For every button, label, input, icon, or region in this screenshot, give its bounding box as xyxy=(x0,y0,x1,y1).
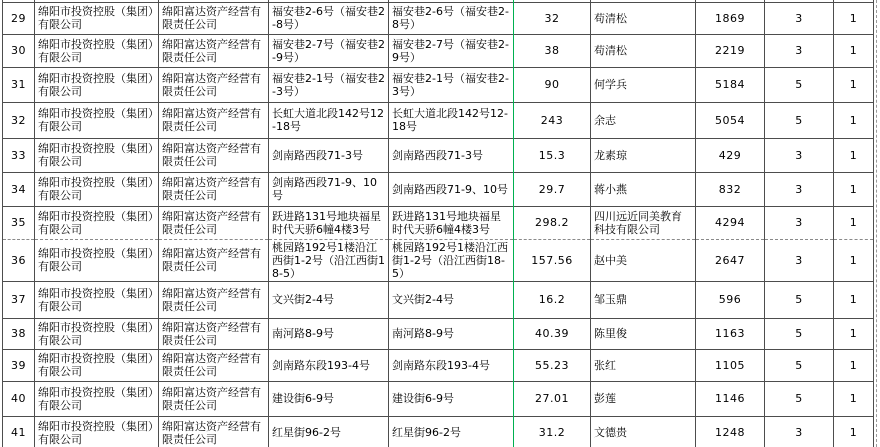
cell-address[interactable]: 福安巷2-6号（福安巷2-8号） xyxy=(269,2,389,34)
cell-address-2[interactable]: 跃进路131号地块福星时代天骄6幢4楼3号 xyxy=(389,206,514,239)
cell-owner-company[interactable]: 绵阳市投资控股（集团）有限公司 xyxy=(35,281,159,318)
cell-value-10[interactable]: 1 xyxy=(834,172,874,206)
cell-area[interactable]: 40.39 xyxy=(514,318,591,349)
cell-owner-company[interactable]: 绵阳市投资控股（集团）有限公司 xyxy=(35,2,159,34)
table-row xyxy=(3,239,874,281)
cell-address[interactable]: 跃进路131号地块福星时代天骄6幢4楼3号 xyxy=(269,206,389,239)
cell-address[interactable]: 桃园路192号1楼沿江西街1-2号（沿江西街18-5） xyxy=(269,239,389,281)
cell-area[interactable]: 16.2 xyxy=(514,281,591,318)
table-row xyxy=(3,318,874,349)
table-row xyxy=(3,349,874,381)
cell-address-2[interactable]: 剑南路西段71-9、10号 xyxy=(389,172,514,206)
cell-value-9[interactable]: 5 xyxy=(765,67,834,102)
table-row xyxy=(3,34,874,67)
cell-area[interactable]: 90 xyxy=(514,67,591,102)
cell-owner-company[interactable]: 绵阳市投资控股（集团）有限公司 xyxy=(35,138,159,172)
cell-manager-company[interactable]: 绵阳富达资产经营有限责任公司 xyxy=(159,67,269,102)
cell-value-9[interactable]: 5 xyxy=(765,281,834,318)
cell-amount[interactable]: 1869 xyxy=(696,2,765,34)
cell-amount[interactable]: 1105 xyxy=(696,349,765,381)
cell-tenant-name[interactable]: 文德贵 xyxy=(591,416,696,447)
cell-row-number[interactable]: 39 xyxy=(3,349,35,381)
cell-row-number[interactable]: 31 xyxy=(3,67,35,102)
cell-owner-company[interactable]: 绵阳市投资控股（集团）有限公司 xyxy=(35,172,159,206)
cell-value-9[interactable]: 3 xyxy=(765,138,834,172)
cell-area[interactable]: 29.7 xyxy=(514,172,591,206)
cell-manager-company[interactable]: 绵阳富达资产经营有限责任公司 xyxy=(159,318,269,349)
cell-manager-company[interactable]: 绵阳富达资产经营有限责任公司 xyxy=(159,138,269,172)
cell-tenant-name[interactable]: 赵中美 xyxy=(591,239,696,281)
cell-tenant-name[interactable]: 彭莲 xyxy=(591,381,696,416)
table-row xyxy=(3,281,874,318)
cell-row-number[interactable]: 33 xyxy=(3,138,35,172)
cell-area[interactable]: 243 xyxy=(514,102,591,138)
cell-owner-company[interactable]: 绵阳市投资控股（集团）有限公司 xyxy=(35,67,159,102)
cell-value-9[interactable]: 3 xyxy=(765,206,834,239)
cell-address-2[interactable]: 文兴街2-4号 xyxy=(389,281,514,318)
cell-row-number[interactable]: 40 xyxy=(3,381,35,416)
cell-amount[interactable]: 2219 xyxy=(696,34,765,67)
cell-owner-company[interactable]: 绵阳市投资控股（集团）有限公司 xyxy=(35,206,159,239)
cell-owner-company[interactable]: 绵阳市投资控股（集团）有限公司 xyxy=(35,349,159,381)
cell-area[interactable]: 27.01 xyxy=(514,381,591,416)
cell-owner-company[interactable]: 绵阳市投资控股（集团）有限公司 xyxy=(35,239,159,281)
cell-address[interactable]: 建设街6-9号 xyxy=(269,381,389,416)
cell-row-number[interactable]: 29 xyxy=(3,2,35,34)
cell-address[interactable]: 福安巷2-7号（福安巷2-9号） xyxy=(269,34,389,67)
cell-value-10[interactable]: 1 xyxy=(834,416,874,447)
cell-amount[interactable]: 2647 xyxy=(696,239,765,281)
cell-manager-company[interactable]: 绵阳富达资产经营有限责任公司 xyxy=(159,206,269,239)
cell-area[interactable]: 157.56 xyxy=(514,239,591,281)
cell-value-9[interactable]: 5 xyxy=(765,349,834,381)
cell-row-number[interactable]: 41 xyxy=(3,416,35,447)
cell-value-9[interactable]: 3 xyxy=(765,34,834,67)
cell-tenant-name[interactable]: 张红 xyxy=(591,349,696,381)
cell-value-10[interactable]: 1 xyxy=(834,67,874,102)
cell-address-2[interactable]: 红星街96-2号 xyxy=(389,416,514,447)
cell-address[interactable]: 剑南路西段71-9、10号 xyxy=(269,172,389,206)
table-body xyxy=(3,0,874,447)
cell-tenant-name[interactable]: 苟清松 xyxy=(591,2,696,34)
cell-address[interactable]: 剑南路西段71-3号 xyxy=(269,138,389,172)
cell-manager-company[interactable]: 绵阳富达资产经营有限责任公司 xyxy=(159,34,269,67)
cell-row-number[interactable]: 37 xyxy=(3,281,35,318)
cell-address-2[interactable]: 桃园路192号1楼沿江西街1-2号（沿江西街18-5） xyxy=(389,239,514,281)
cell-manager-company[interactable]: 绵阳富达资产经营有限责任公司 xyxy=(159,416,269,447)
cell-row-number[interactable]: 30 xyxy=(3,34,35,67)
table-row xyxy=(3,67,874,102)
table-row xyxy=(3,172,874,206)
cell-address-2[interactable]: 福安巷2-7号（福安巷2-9号） xyxy=(389,34,514,67)
table-row xyxy=(3,416,874,447)
cell-value-10[interactable]: 1 xyxy=(834,381,874,416)
cell-area[interactable]: 38 xyxy=(514,34,591,67)
cell-manager-company[interactable]: 绵阳富达资产经营有限责任公司 xyxy=(159,2,269,34)
cell-manager-company[interactable]: 绵阳富达资产经营有限责任公司 xyxy=(159,172,269,206)
cell-manager-company[interactable]: 绵阳富达资产经营有限责任公司 xyxy=(159,239,269,281)
cell-amount[interactable]: 4294 xyxy=(696,206,765,239)
cell-address[interactable]: 文兴街2-4号 xyxy=(269,281,389,318)
cell-row-number[interactable]: 32 xyxy=(3,102,35,138)
cell-amount[interactable]: 429 xyxy=(696,138,765,172)
cell-tenant-name[interactable]: 苟清松 xyxy=(591,34,696,67)
cell-amount[interactable]: 1248 xyxy=(696,416,765,447)
cell-owner-company[interactable]: 绵阳市投资控股（集团）有限公司 xyxy=(35,102,159,138)
cell-tenant-name[interactable]: 四川远近同美教育科技有限公司 xyxy=(591,206,696,239)
cell-value-9[interactable]: 3 xyxy=(765,2,834,34)
cell-manager-company[interactable]: 绵阳富达资产经营有限责任公司 xyxy=(159,381,269,416)
cell-owner-company[interactable]: 绵阳市投资控股（集团）有限公司 xyxy=(35,318,159,349)
cell-value-10[interactable]: 1 xyxy=(834,2,874,34)
cell-tenant-name[interactable]: 蒋小燕 xyxy=(591,172,696,206)
cell-amount[interactable]: 1163 xyxy=(696,318,765,349)
cell-tenant-name[interactable]: 何学兵 xyxy=(591,67,696,102)
cell-address-2[interactable]: 福安巷2-6号（福安巷2-8号） xyxy=(389,2,514,34)
cell-value-9[interactable]: 5 xyxy=(765,381,834,416)
cell-row-number[interactable]: 35 xyxy=(3,206,35,239)
table-row xyxy=(3,2,874,34)
cell-address-2[interactable]: 剑南路东段193-4号 xyxy=(389,349,514,381)
cell-value-10[interactable]: 1 xyxy=(834,349,874,381)
cell-manager-company[interactable]: 绵阳富达资产经营有限责任公司 xyxy=(159,349,269,381)
cell-address-2[interactable]: 福安巷2-1号（福安巷2-3号） xyxy=(389,67,514,102)
cell-value-9[interactable]: 5 xyxy=(765,318,834,349)
cell-value-10[interactable]: 1 xyxy=(834,318,874,349)
cell-amount[interactable]: 1146 xyxy=(696,381,765,416)
cell-area[interactable]: 31.2 xyxy=(514,416,591,447)
cell-owner-company[interactable]: 绵阳市投资控股（集团）有限公司 xyxy=(35,381,159,416)
cell-amount[interactable]: 596 xyxy=(696,281,765,318)
cell-address[interactable]: 长虹大道北段142号12-18号 xyxy=(269,102,389,138)
cell-value-10[interactable]: 1 xyxy=(834,138,874,172)
cell-tenant-name[interactable]: 龙素琼 xyxy=(591,138,696,172)
cell-address[interactable]: 南河路8-9号 xyxy=(269,318,389,349)
cell-value-9[interactable]: 3 xyxy=(765,416,834,447)
print-area-dashed-line xyxy=(876,0,877,447)
cell-tenant-name[interactable]: 余志 xyxy=(591,102,696,138)
cell-address[interactable]: 剑南路东段193-4号 xyxy=(269,349,389,381)
cell-value-9[interactable]: 3 xyxy=(765,172,834,206)
cell-area[interactable]: 15.3 xyxy=(514,138,591,172)
cell-area[interactable]: 32 xyxy=(514,2,591,34)
lease-table xyxy=(2,0,874,447)
cell-area[interactable]: 298.2 xyxy=(514,206,591,239)
cell-address-2[interactable]: 建设街6-9号 xyxy=(389,381,514,416)
cell-value-10[interactable]: 1 xyxy=(834,34,874,67)
cell-owner-company[interactable]: 绵阳市投资控股（集团）有限公司 xyxy=(35,416,159,447)
cell-value-10[interactable]: 1 xyxy=(834,206,874,239)
cell-address[interactable]: 红星街96-2号 xyxy=(269,416,389,447)
cell-owner-company[interactable]: 绵阳市投资控股（集团）有限公司 xyxy=(35,34,159,67)
cell-tenant-name[interactable]: 邹玉鼎 xyxy=(591,281,696,318)
cell-address-2[interactable]: 南河路8-9号 xyxy=(389,318,514,349)
table-row xyxy=(3,138,874,172)
cell-manager-company[interactable]: 绵阳富达资产经营有限责任公司 xyxy=(159,102,269,138)
cell-value-9[interactable]: 5 xyxy=(765,102,834,138)
cell-amount[interactable]: 832 xyxy=(696,172,765,206)
cell-address[interactable]: 福安巷2-1号（福安巷2-3号） xyxy=(269,67,389,102)
table-row xyxy=(3,381,874,416)
cell-area[interactable]: 55.23 xyxy=(514,349,591,381)
cell-value-9[interactable]: 3 xyxy=(765,239,834,281)
cell-value-10[interactable]: 1 xyxy=(834,281,874,318)
table-row xyxy=(3,206,874,239)
cell-amount[interactable]: 5184 xyxy=(696,67,765,102)
table-row xyxy=(3,102,874,138)
cell-manager-company[interactable]: 绵阳富达资产经营有限责任公司 xyxy=(159,281,269,318)
cell-row-number[interactable]: 38 xyxy=(3,318,35,349)
cell-address-2[interactable]: 长虹大道北段142号12-18号 xyxy=(389,102,514,138)
cell-address-2[interactable]: 剑南路西段71-3号 xyxy=(389,138,514,172)
cell-amount[interactable]: 5054 xyxy=(696,102,765,138)
cell-value-10[interactable]: 1 xyxy=(834,102,874,138)
cell-value-10[interactable]: 1 xyxy=(834,239,874,281)
page-break-green-line xyxy=(513,0,514,447)
cell-row-number[interactable]: 34 xyxy=(3,172,35,206)
cell-row-number[interactable]: 36 xyxy=(3,239,35,281)
cell-tenant-name[interactable]: 陈里俊 xyxy=(591,318,696,349)
